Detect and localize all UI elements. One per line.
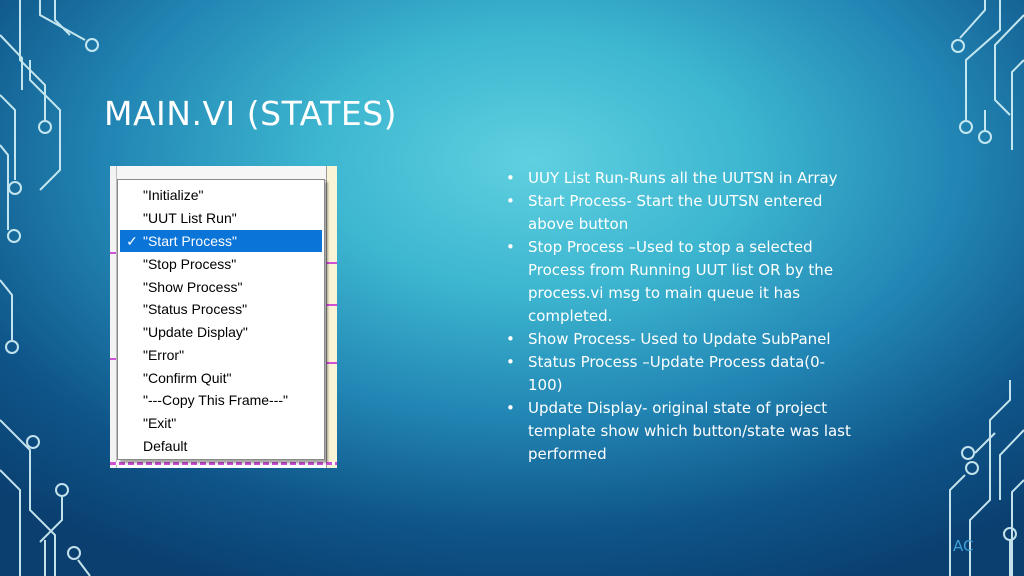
wire	[110, 252, 116, 254]
menu-item-exit[interactable]: "Exit"	[143, 415, 177, 431]
footer-initials: AC	[953, 537, 974, 555]
diagram-frame-left	[110, 166, 117, 468]
checkmark-icon: ✓	[126, 233, 138, 249]
slide-title: MAIN.VI (STATES)	[104, 94, 398, 133]
menu-item-show-process[interactable]: "Show Process"	[143, 279, 243, 295]
bullet-item: • UUY List Run-Runs all the UUTSN in Array	[506, 167, 851, 190]
bullet-item: • Stop Process –Used to stop a selected Process from Running UUT list OR by the process.vi msg to main queue it has completed.	[506, 236, 851, 328]
bullet-item: • Start Process- Start the UUTSN entered above button	[506, 190, 851, 236]
menu-item-status-process[interactable]: "Status Process"	[143, 301, 248, 317]
diagram-frame-right	[326, 166, 337, 468]
menu-item-start-process[interactable]: ✓ "Start Process"	[120, 230, 322, 252]
menu-item-error[interactable]: "Error"	[143, 347, 185, 363]
menu-item-copy-this-frame[interactable]: "---Copy This Frame---"	[143, 392, 289, 408]
menu-item-initialize[interactable]: "Initialize"	[143, 187, 204, 203]
wire	[326, 304, 337, 306]
bullet-item: • Show Process- Used to Update SubPanel	[506, 328, 851, 351]
menu-item-default[interactable]: Default	[143, 438, 188, 454]
bullet-list	[506, 167, 851, 466]
case-selector-menu	[117, 179, 325, 460]
bullet-item: • Status Process –Update Process data(0-100)	[506, 351, 851, 397]
menu-item-stop-process[interactable]: "Stop Process"	[143, 256, 237, 272]
wire	[326, 262, 337, 264]
menu-item-confirm-quit[interactable]: "Confirm Quit"	[143, 370, 232, 386]
wire-bottom	[110, 462, 337, 465]
menu-item-update-display[interactable]: "Update Display"	[143, 324, 248, 340]
bullet-item: • Update Display- original state of project template show which button/state was last performed	[506, 397, 851, 466]
menu-item-uut-list-run[interactable]: "UUT List Run"	[143, 210, 237, 226]
wire	[110, 358, 116, 360]
wire	[326, 362, 337, 364]
